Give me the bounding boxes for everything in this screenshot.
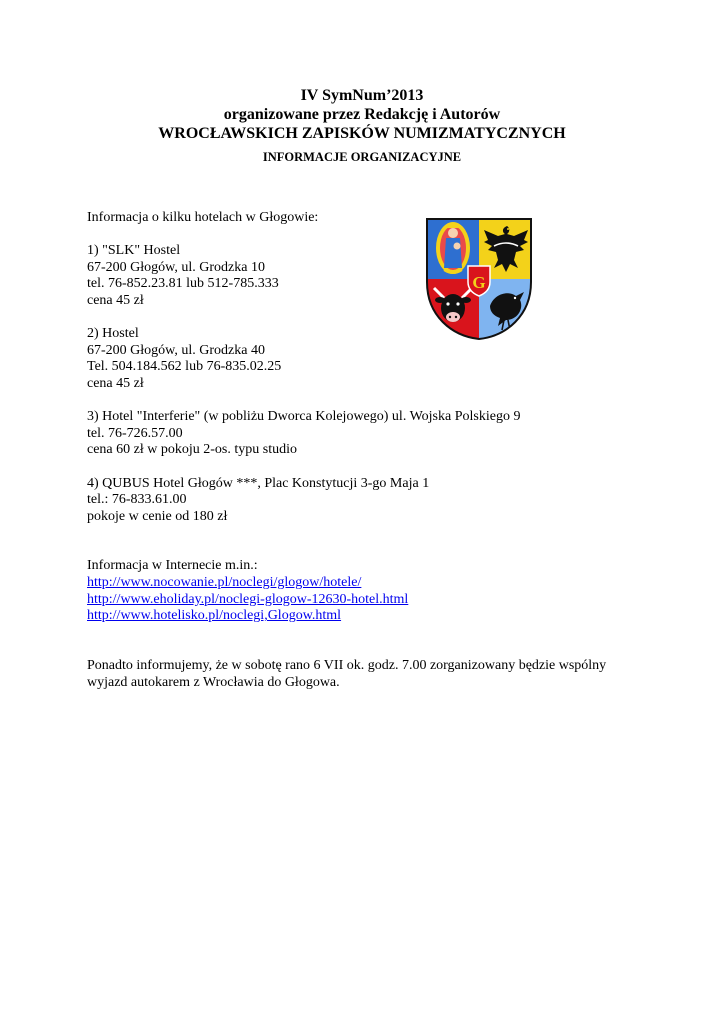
hotel-price: cena 45 zł [87,292,144,308]
hotel-entry-4 [87,476,647,526]
hotel-name: 1) "SLK" Hostel [87,243,181,259]
document-header [0,86,724,165]
document-body [87,210,647,708]
spacer [87,641,647,658]
hotel-price: pokoje w cenie od 180 zł [87,508,228,524]
hotel-link-eholiday[interactable]: http://www.eholiday.pl/noclegi-glogow-12630-hotel.html [87,591,409,607]
hotel-entry-1 [87,243,647,309]
bus-note: Ponadto informujemy, że w sobotę rano 6 VII ok. godz. 7.00 zorganizowany będzie wspólny wyjazd autokarem z Wrocławia do Głogowa. [87,658,607,690]
svg-text:G: G [472,273,486,292]
hotel-name: 2) Hostel [87,326,139,342]
organizer-line: organizowane przez Redakcję i Autorów [223,106,501,123]
intro-paragraph [87,210,647,227]
hotel-address: 67-200 Głogów, ul. Grodzka 40 [87,342,265,358]
hotel-name: 4) QUBUS Hotel Głogów ***, Plac Konstytucji 3-go Maja 1 [87,475,430,491]
hotel-name: 3) Hotel "Interferie" (w pobliżu Dworca Kolejowego) ul. Wojska Polskiego 9 [87,409,521,425]
event-title: IV SymNum’2013 [300,87,424,104]
intro-text: Informacja o kilku hotelach w Głogowie: [87,210,319,225]
spacer [87,542,647,559]
hotel-phone: tel.: 76-833.61.00 [87,492,187,508]
hotel-address: 67-200 Głogów, ul. Grodzka 10 [87,259,265,275]
hotel-link-hotelisko[interactable]: http://www.hotelisko.pl/noclegi,Glogow.html [87,608,342,624]
journal-name: WROCŁAWSKICH ZAPISKÓW NUMIZMATYCZNYCH [158,125,566,142]
section-subtitle: INFORMACJE ORGANIZACYJNE [262,150,462,164]
hotel-price: cena 45 zł [87,375,144,391]
hotel-entry-3 [87,409,647,459]
hotel-price: cena 60 zł w pokoju 2-os. typu studio [87,442,297,458]
hotel-phone: tel. 76-726.57.00 [87,425,183,441]
hotel-phone: Tel. 504.184.562 lub 76-835.02.25 [87,359,282,375]
madonna-icon [436,222,470,274]
hotel-link-nocowanie[interactable]: http://www.nocowanie.pl/noclegi/glogow/hotele/ [87,575,362,591]
central-shield-icon [468,266,490,296]
hotel-phone: tel. 76-852.23.81 lub 512-785.333 [87,276,279,292]
internet-label: Informacja w Internecie m.in.: [87,558,258,574]
glogow-coat-of-arms-icon [424,216,534,342]
internet-section [87,558,647,624]
hotel-entry-2 [87,326,647,392]
